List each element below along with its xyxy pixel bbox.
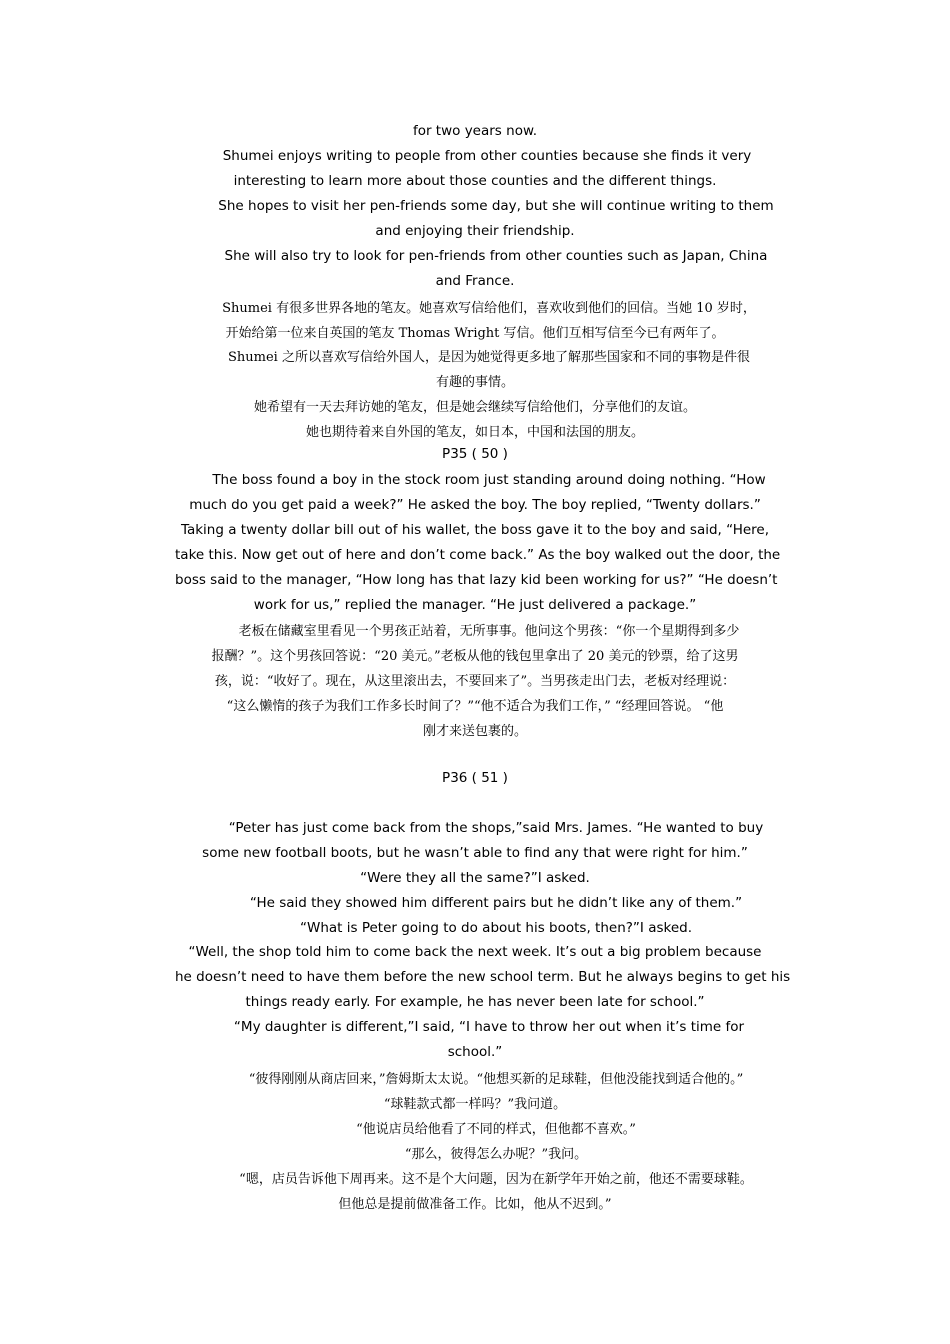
s1-zh-line: 有趣的事情。 — [435, 375, 514, 390]
p35-en-line: The boss found a boy in the stock room just standing around doing nothing. “How — [212, 472, 766, 488]
p35-en-line: take this. Now get out of here and don’t come back.” As the boy walked out the door, the — [175, 547, 781, 563]
section-heading-p36: P36 ( 51 ) — [442, 770, 508, 786]
s1-en-line: She hopes to visit her pen-friends some day, but she will continue writing to them — [218, 198, 774, 214]
p35-en-line: much do you get paid a week?” He asked the boy. The boy replied, “Twenty dollars.” — [189, 497, 761, 513]
p36-en-line: “What is Peter going to do about his boots, then?”I asked. — [299, 920, 693, 936]
s1-zh-line: 她希望有一天去拜访她的笔友，但是她会继续写信给他们，分享他们的友谊。 — [253, 400, 696, 415]
p35-zh-line: 老板在储藏室里看见一个男孩正站着，无所事事。他问这个男孩：“你一个星期得到多少 — [238, 624, 740, 639]
p36-zh-line: “那么，彼得怎么办呢？”我问。 — [404, 1147, 588, 1162]
s1-en-line: and enjoying their friendship. — [375, 223, 575, 239]
p36-en-line: “Well, the shop told him to come back the next week. It’s out a big problem because — [188, 944, 762, 960]
p36-zh-line: “彼得刚刚从商店回来，”詹姆斯太太说。“他想买新的足球鞋，但他没能找到适合他的。” — [248, 1072, 744, 1087]
s1-en-line: for two years now. — [412, 123, 538, 139]
p35-zh-line: 刚才来送包裹的。 — [422, 724, 527, 739]
p35-en-line: Taking a twenty dollar bill out of his wallet, the boss gave it to the boy and said, “Here, — [180, 522, 770, 538]
p36-zh-line: “球鞋款式都一样吗？”我问道。 — [383, 1097, 567, 1112]
p36-en-line: “Peter has just come back from the shops,”said Mrs. James. “He wanted to buy — [228, 820, 764, 836]
p36-zh-line: “嗯，店员告诉他下周再来。这不是个大问题，因为在新学年开始之前，他还不需要球鞋。 — [239, 1172, 753, 1187]
p36-zh-line: 但他总是提前做准备工作。比如，他从不迟到。” — [338, 1197, 612, 1212]
p35-zh-line: 孩，说：“收好了。现在，从这里滚出去，不要回来了”。当男孩走出门去，老板对经理说： — [214, 674, 736, 689]
p35-zh-line: “这么懒惰的孩子为我们工作多长时间了？”“他不适合为我们工作，” “经理回答说。 “他 — [226, 699, 724, 714]
s1-zh-line: Shumei 之所以喜欢写信给外国人，是因为她觉得更多地了解那些国家和不同的事物是件很 — [228, 350, 750, 365]
s1-zh-line: 她也期待着来自外国的笔友，如日本，中国和法国的朋友。 — [305, 425, 644, 440]
p36-en-line: “He said they showed him different pairs but he didn’t like any of them.” — [249, 895, 743, 911]
s1-en-line: Shumei enjoys writing to people from other counties because she finds it very — [222, 148, 752, 164]
p35-zh-line: 报酬？”。这个男孩回答说：“20 美元。”老板从他的钱包里拿出了 20 美元的钞票，给了这男 — [211, 649, 739, 664]
p36-en-line: he doesn’t need to have them before the new school term. But he always begins to get his — [175, 969, 791, 985]
s1-en-line: interesting to learn more about those counties and the different things. — [233, 173, 717, 189]
s1-zh-line: 开始给第一位来自英国的笔友 Thomas Wright 写信。他们互相写信至今已有两年了。 — [225, 326, 725, 341]
p36-en-line: “My daughter is different,”I said, “I have to throw her out when it’s time for — [233, 1019, 745, 1035]
s1-en-line: and France. — [435, 273, 515, 289]
s1-en-line: She will also try to look for pen-friends from other counties such as Japan, China — [224, 248, 768, 264]
p36-en-line: school.” — [447, 1044, 503, 1060]
p36-zh-line: “他说店员给他看了不同的样式，但他都不喜欢。” — [356, 1122, 636, 1137]
p36-en-line: some new football boots, but he wasn’t able to find any that were right for him.” — [202, 845, 748, 861]
p36-en-line: “Were they all the same?”I asked. — [360, 870, 590, 886]
s1-zh-line: Shumei 有很多世界各地的笔友。她喜欢写信给他们，喜欢收到他们的回信。当她 10 岁时， — [222, 301, 756, 316]
p35-en-line: work for us,” replied the manager. “He just delivered a package.” — [253, 597, 697, 613]
p36-en-line: things ready early. For example, he has never been late for school.” — [245, 994, 705, 1010]
p35-en-line: boss said to the manager, “How long has that lazy kid been working for us?” “He doesn’t — [175, 572, 778, 588]
section-heading-p35: P35 ( 50 ) — [442, 446, 508, 462]
